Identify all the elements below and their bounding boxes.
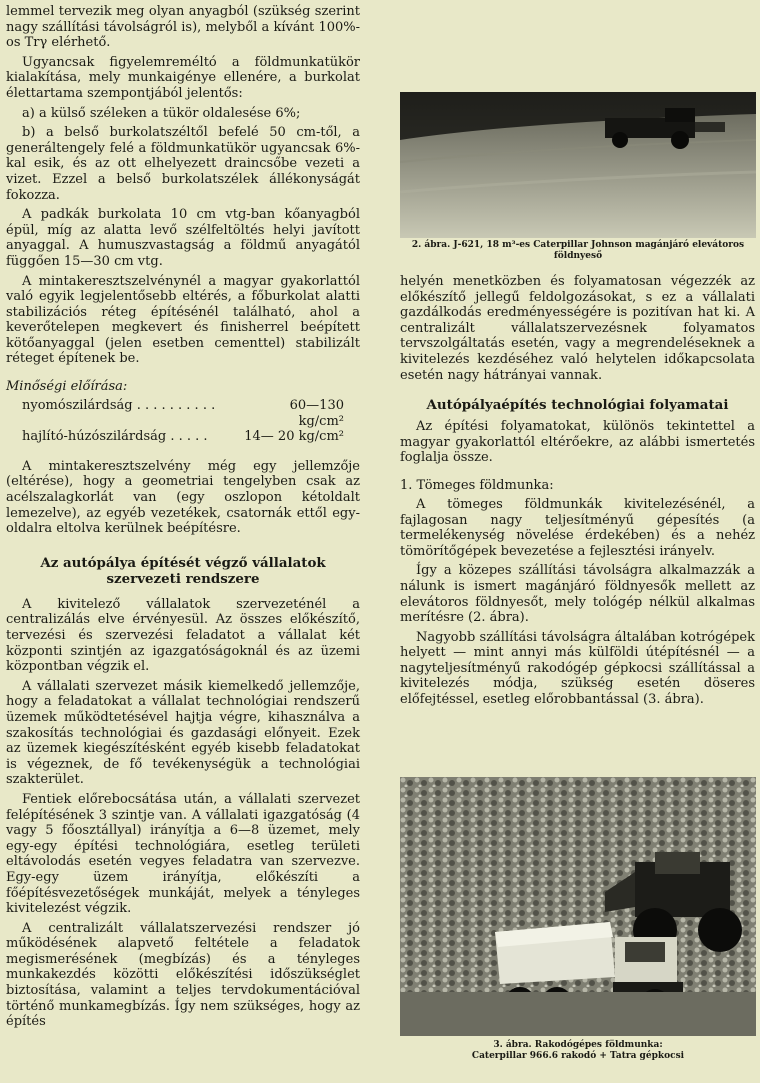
paragraph: A centralizált vállalatszervezési rendszer jó működésének alapvető feltétele a feladatok megismerésének (megbízás) és a tényleges munkakezdés közötti előkészítési időszükséglet biztosítása, valamint a teljes tervdokumentációval történő munkamegbízás. Így nem szükséges, hogy az építés — [6, 920, 360, 1030]
paragraph: Így a közepes szállítási távolságra alkalmazzák a nálunk is ismert magánjáró földnyesők mellett az elevátoros földnyesőt, mely tológép nélkül alkalmas merítésre (2. ábra). — [400, 563, 755, 626]
figure-3-caption — [400, 1040, 756, 1061]
paragraph: A tömeges földmunkák kivitelezésénél, a fajlagosan nagy teljesítményű gépesítés (a termelékenység növelése érdekében) és a nehéz tömörítőgépek bevezetése a fejlesztési irányelv. — [400, 496, 755, 559]
paragraph: A padkák burkolata 10 cm vtg-ban kőanyagból épül, míg az alatta levő szélfeltöltés helyi javított anyaggal. A humuszvastagság a földmű anyagától függően 15—30 cm vtg. — [6, 207, 360, 269]
figure-3-photo — [400, 777, 756, 1036]
paragraph: Ugyancsak figyelemreméltó a földmunkatükör kialakítása, mely munkaigénye ellenére, a burkolat élettartama szempontjából jelentős: — [6, 54, 360, 101]
spec-row — [6, 429, 360, 445]
list-item-b: b) a belső burkolatszéltől befelé 50 cm-től, a generáltengely felé a földmunkatükör ugyancsak 6%-kal esik, és az ott elhelyezett draincsőbe vezeti a vizet. Ezzel a belső burkolatszélek állékonyságát fokozza. — [6, 125, 360, 203]
right-column — [400, 274, 755, 712]
section-heading: Az autópálya építését végző vállalatok szervezeti rendszere — [40, 554, 326, 587]
spec-value: 60—130 kg/cm² — [289, 398, 344, 429]
spec-value: 14— 20 kg/cm² — [244, 429, 344, 445]
figure-3-caption-line-2: Caterpillar 966.6 rakodó + Tatra gépkocsi — [471, 1050, 685, 1061]
paragraph: A mintakeresztszelvény még egy jellemzője (eltérése), hogy a geometriai tengelyben csak az acélszalagkorlát van (egy oszlopon kétoldalt lemezelve), az egyéb vezetékek, csatornák ettől egy-oldalra eltolva kerülnek beépítésre. — [6, 458, 360, 537]
figure-2-caption: 2. ábra. J-621, 18 m³-es Caterpillar Johnson magánjáró elevátoros földnyeső — [411, 240, 745, 261]
spec-name: hajlító-húzószilárdság . . . . . — [22, 429, 208, 445]
spec-title: Minőségi előírása: — [6, 379, 128, 395]
paragraph: A mintakeresztszelvénynél a magyar gyakorlattól való egyik legjelentősebb eltérés, a főburkolat alatti stabilizációs réteg építésénél található, ahol a keverőtelepen megkevert és finisherrel beépített kötőanyaggal (jelen esetben cementtel) stabilizált réteget építenek be. — [6, 273, 360, 367]
figure-3-caption-line-1: 3. ábra. Rakodógépes földmunka: — [493, 1040, 663, 1050]
paragraph: Nagyobb szállítási távolságra általában kotrógépek helyett — mint annyi más külföldi útépítésnél — a nagyteljesítményű rakodógép gépkocsi szállítással a kivitelezés módja, szükség esetén döseres előfejtéssel, esetleg előrobbantással (3. ábra). — [400, 629, 755, 708]
left-column — [6, 4, 360, 1034]
subsection-heading: 1. Tömeges földmunka: — [400, 477, 554, 493]
section-heading: Autópályaépítés technológiai folyamatai — [426, 397, 729, 414]
paragraph: helyén menetközben és folyamatosan végezzék az előkészítő jellegű feldolgozásokat, s ez a vállalati gazdálkodás eredményességére is pozitívan hat ki. A centralizált vállalatszervezésnek folyamatos tervszolgáltatás esetén, vagy a megrendeléseknek a kivitelezés kezdéséhez való helytelen időkapcsolata esetén nagy hátrányai vannak. — [400, 274, 755, 383]
paragraph: lemmel tervezik meg olyan anyagból (szükség szerint nagy szállítási távolságról is), melyből a kívánt 100%-os Trγ elérhető. — [6, 4, 360, 51]
paragraph: A kivitelező vállalatok szervezeténél a centralizálás elve érvényesül. Az összes előkészítő, tervezési és szervezési feladatot a vállalat két központi szintjén az igazgatóságoknál és az üzemi központban végzik el. — [6, 596, 360, 675]
spec-name: nyomószilárdság . . . . . . . . . . — [22, 398, 216, 414]
paragraph: A vállalati szervezet másik kiemelkedő jellemzője, hogy a feladatokat a vállalat technológiai rendszerű üzemek működtetésével hajtja végre, kihasználva a szakosítás technológiai és gazdasági előnyeit. Ezek az üzemek kiegészítésként egyéb kisebb feladatokat is végeznek, de fő tevékenységük a technológiai szakterület. — [6, 678, 360, 788]
list-item-a: a) a külső széleken a tükör oldalesése 6%; — [22, 105, 301, 121]
paragraph: Fentiek előrebocsátása után, a vállalati szervezet felépítésének 3 szintje van. A vállalati igazgatóság (4 vagy 5 főosztállyal) irányítja a 6—8 üzemet, mely egy-egy építési technológiára, esetleg területi eltávolodás esetén vegyes feladatra van szervezve. Egy-egy üzem irányítja, előkészíti a főépítésvezetőségek munkáját, melyek a tényleges kivitelezést végzik. — [6, 791, 360, 917]
spec-row — [6, 398, 360, 429]
figure-2-photo — [400, 92, 756, 238]
paragraph: Az építési folyamatokat, különös tekintettel a magyar gyakorlattól eltérőekre, az alábbi ismertetés foglalja össze. — [400, 419, 755, 466]
